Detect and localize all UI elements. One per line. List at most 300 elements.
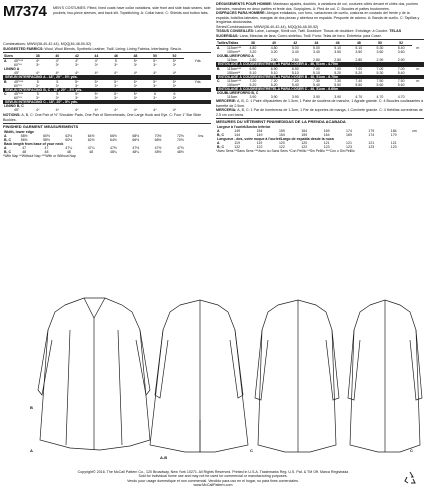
- section-bar: ENTOILAGE À COUDRE/ENTRETELA PARA COSER A - 46, 51cm - 4.70m: [216, 62, 424, 66]
- table-cell: 7.00: [376, 66, 384, 71]
- table-cell: 47½: [110, 146, 117, 151]
- view-label-b: B: [30, 405, 33, 410]
- table-cell: 60"**: [14, 83, 22, 88]
- table-header-cell: 44: [306, 41, 327, 46]
- table-cell: 4⁸: [172, 71, 177, 76]
- table-cell: 4⁸: [114, 71, 118, 76]
- es-notions-title: MERCERÍA:: [216, 108, 237, 113]
- table-cell: 2.80: [334, 58, 342, 63]
- table-cell: 7.30: [334, 78, 342, 83]
- table-cell: 7.20: [270, 78, 278, 83]
- table-cell: 3.90: [291, 95, 299, 100]
- table-cell: 5.00: [291, 46, 299, 51]
- table-cell: 164: [323, 133, 330, 138]
- table-cell: 7.40: [355, 78, 363, 83]
- table-cell: m: [416, 66, 420, 71]
- table-cell: 3⁶: [153, 63, 157, 68]
- table-cell: 45"***: [14, 91, 24, 96]
- table-cell: 47: [22, 146, 27, 151]
- table-cell: 48½: [176, 150, 184, 155]
- table-cell: 3.60: [397, 50, 405, 55]
- table-cell: 169: [323, 129, 330, 133]
- section-bar: ENTOILAGE À COUDRE/ENTRETELA PARA COSER C - 46, 51cm - 6.60m: [216, 87, 424, 91]
- fabrics-title: SUGGESTED FABRICS:: [3, 46, 44, 51]
- table-cell: 5.10: [249, 70, 257, 75]
- pattern-number: M7374: [3, 3, 47, 20]
- table-cell: 122: [234, 145, 241, 150]
- table-cell: 174: [346, 129, 352, 133]
- table-cell: 48¼: [132, 150, 140, 155]
- table-cell: 4.70: [355, 95, 363, 100]
- table-cell: 4⁸: [75, 71, 79, 76]
- table-cell: 4⁷: [75, 59, 79, 64]
- table-cell: 70½: [154, 134, 162, 138]
- table-cell: 7.50: [376, 78, 384, 83]
- sublabel: LINING A: [4, 67, 20, 72]
- table-cell: 179: [368, 129, 375, 133]
- table-cell: 7.20: [249, 78, 257, 83]
- table-cell: 47: [44, 146, 49, 151]
- coat-front-drawing: [38, 298, 150, 450]
- view-label-c-left: C: [250, 448, 253, 453]
- table-cell: 48: [66, 150, 71, 155]
- table-cell: 5.40: [313, 82, 320, 87]
- table-cell: 5⁴: [114, 91, 118, 96]
- table-cell: 3⁴: [133, 83, 138, 88]
- table-cell: 64½: [87, 134, 95, 138]
- fr-notions-title: MERCERIE:: [216, 99, 237, 104]
- table-cell: 4⁸: [133, 71, 138, 76]
- table-cell: 58½: [20, 134, 28, 138]
- table-cell: 115cm: [227, 95, 238, 100]
- table-cell: 5.30: [376, 46, 384, 51]
- table-cell: 3⁶: [172, 63, 177, 68]
- table-cell: 5⁴: [133, 91, 138, 96]
- table-cell: 7.00: [355, 66, 363, 71]
- es-description: [216, 11, 424, 25]
- table-cell: 5: [36, 91, 39, 96]
- table-cell: B: [4, 79, 7, 84]
- table-cell: 6: [173, 91, 176, 96]
- table-cell: 122: [301, 145, 308, 150]
- table-cell: 72½: [176, 134, 184, 138]
- fr-notions: [216, 99, 424, 108]
- table-cell: 3.40: [313, 50, 320, 55]
- table-cell: 4⁶: [36, 59, 40, 64]
- table-cell: 123: [346, 145, 352, 150]
- divider: [216, 39, 424, 40]
- table-header-cell: 42: [67, 54, 87, 59]
- sublabel: Largeur à l'ourlet/Ancho inferior: [217, 124, 271, 129]
- table-cell: B, C: [4, 150, 11, 155]
- section-bar: SEW-IN INTERFACING A - 18", 20" - 5½ yds.: [3, 75, 211, 79]
- view-label-a: A: [30, 448, 33, 453]
- table-cell: 45"***: [14, 59, 24, 64]
- nap-note: *Avec Sens **Sans Sens ***Avec ou Sans Sens *Con Pelillo **Sin Pelillo ***Con o Sin Pelillo: [216, 149, 355, 154]
- table-cell: 4⁸: [55, 71, 60, 76]
- table-cell: 3⁴: [94, 95, 99, 100]
- table-cell: 149: [256, 133, 263, 138]
- sublabel: Width, lower edge: [4, 129, 34, 134]
- table-cell: 4⁴: [114, 108, 118, 113]
- fr-fabrics-text: Laine, Lainage, Simili cuir, Twill. Doublure: Tissus de doublure. Entoilage: à Coudre.: [255, 29, 389, 33]
- fr-fabrics-title: TISSUS CONSEILLÉS:: [216, 29, 255, 33]
- table-cell: 48¼: [110, 150, 117, 155]
- table-cell: 5.40: [397, 46, 405, 51]
- table-cell: 150cm**: [227, 50, 241, 55]
- table-cell: 5⁴: [114, 79, 118, 84]
- table-cell: B, C: [4, 138, 11, 143]
- table-cell: 3.50: [355, 50, 363, 55]
- description-intro: MEN'S COSTUMES: Fitted, lined coats have collar variations, side front and side back seams, side pockets, two-piece sleeves, and back slit. Topstitching. A: Collar band. C: Shields and button tabs.: [53, 6, 211, 15]
- table-cell: m: [416, 45, 420, 50]
- table-cell: 115cm***: [227, 46, 242, 51]
- table-cell: 120: [301, 141, 308, 146]
- sublabel: Back length from base of your neck: [4, 142, 64, 147]
- table-cell: 5⁴: [133, 79, 138, 84]
- table-cell: 123: [323, 145, 330, 150]
- fr-title: DÉGUISEMENTS POUR HOMME:: [216, 2, 273, 6]
- table-cell: 159: [278, 129, 285, 133]
- table-cell: 58½: [43, 138, 50, 143]
- table-cell: 6.90: [291, 66, 299, 71]
- table-header-cell: 50: [145, 54, 165, 59]
- table-cell: A: [4, 59, 7, 64]
- table-cell: 123: [368, 145, 375, 150]
- table-cell: 4⁷: [94, 59, 98, 64]
- table-cell: 3.90: [249, 95, 257, 100]
- fr-fabrics: [216, 29, 424, 38]
- table-cell: 115cm***: [227, 66, 242, 71]
- table-cell: Ins.: [198, 134, 205, 138]
- table-cell: Yds: [194, 58, 201, 63]
- table-cell: 123: [390, 145, 397, 150]
- table-cell: 4⁴: [172, 108, 177, 113]
- fabrics-block: [3, 47, 211, 52]
- divider: [3, 52, 211, 53]
- table-cell: 3⁴: [94, 83, 99, 88]
- table-cell: 5.40: [291, 82, 299, 87]
- notions-block: [3, 113, 211, 122]
- table-cell: 144: [234, 133, 241, 138]
- table-cell: 47½: [154, 146, 162, 151]
- table-cell: 5.40: [397, 70, 405, 75]
- table-cell: 5.20: [270, 82, 278, 87]
- es-notions: [216, 108, 424, 117]
- es-notions-text: A, B, C: 1 Par de hombreras de 1.3cm, 1 Par de soportes de manga, 1 Corchete grande. C: 4 Hebillas correderas de 2.5 cm con barra.: [216, 108, 423, 117]
- table-cell: 7.00: [334, 66, 342, 71]
- notions-title: NOTIONS:: [3, 113, 21, 118]
- table-header-cell: 52: [391, 41, 412, 46]
- table-cell: 5.20: [355, 70, 363, 75]
- table-cell: 3⁶: [55, 63, 59, 68]
- table-header-cell: 48: [126, 54, 146, 59]
- table-cell: 122: [278, 145, 285, 150]
- recycle-icon: [402, 470, 418, 486]
- fr-notions-text: A, B, C: 1 Paire d'épaulettes de 1.3cm, 1 Paire de soutiens de manche, 1 Agrafe grande. C: 4 Boucles coulissantes à barrette de 2.5cm.: [216, 99, 424, 108]
- table-cell: 184: [390, 129, 397, 133]
- table-cell: 3⁴: [55, 95, 60, 100]
- table-cell: 154: [256, 129, 263, 133]
- table-cell: 4⁴: [55, 108, 60, 113]
- es-text: Abrigos entallados, con forro, variaciones de cuello, costuras en costado del frente y de la espalda, bolsillos laterales, mangas de dos piezas y abertura en espalda. Pespunte de adorno. A: Banda de cuello. C: Tapillas y lengüetas abotonadas.: [216, 11, 420, 24]
- table-cell: 4⁸: [153, 71, 157, 76]
- table-cell: 3⁴: [153, 95, 157, 100]
- french-spanish-column: [216, 2, 424, 154]
- table-cell: 119: [256, 141, 263, 146]
- table-cell: m: [416, 78, 420, 83]
- table-cell: 3.20: [270, 50, 278, 55]
- table-cell: 3.90: [313, 95, 320, 100]
- table-cell: 64½: [110, 138, 117, 143]
- table-cell: 45": [14, 108, 20, 113]
- table-cell: 5⁴: [94, 91, 99, 96]
- fabrics-text: Wool, Wool Blends, Synthetic Leather, Twill. Lining: Lining Fabrics. Interfacing: Sew-in.: [44, 46, 183, 51]
- table-cell: 4⁴: [94, 108, 99, 113]
- table-cell: 48: [22, 150, 27, 155]
- table-cell: 154: [278, 133, 285, 138]
- table-cell: 119: [234, 141, 240, 146]
- table-cell: 6: [153, 91, 156, 96]
- sublabel: LINING B, C: [4, 104, 24, 109]
- table-header-cell: 48: [348, 41, 369, 46]
- usage-line-en: Sold for individual home use and may not be used for commercial or manufacturing purposes.: [138, 474, 288, 479]
- table-cell: 45"***: [14, 79, 24, 84]
- table-cell: 3.60: [376, 50, 384, 55]
- table-cell: 68½: [132, 134, 140, 138]
- measurements-title: MESURES DU VÊTEMENT FINI/MEDIDAS DE LA PRENDA ACABADA: [216, 119, 346, 125]
- table-cell: 120: [278, 141, 285, 146]
- table-cell: 121: [390, 141, 397, 146]
- es-title: DISFRACES PARA HOMBRE:: [216, 11, 266, 15]
- table-cell: 7.30: [313, 78, 320, 83]
- table-cell: 5.20: [334, 70, 342, 75]
- table-cell: 122: [256, 145, 263, 150]
- table-cell: A: [4, 146, 7, 151]
- table-cell: 3⁴: [36, 83, 40, 88]
- table-cell: 7.50: [397, 78, 405, 83]
- table-cell: 5⁶: [172, 59, 177, 64]
- sublabel: DOUBLURE/FORRO B, C: [217, 91, 259, 96]
- view-label-ab: A-B: [160, 455, 168, 460]
- section-bar: SEW-IN INTERFACING B, C - 18", 20" - 5½ yds.: [3, 88, 211, 92]
- view-label-c-right: C: [410, 448, 413, 453]
- coat-c-drawing: [348, 300, 422, 452]
- table-cell: 2.90: [397, 58, 405, 63]
- table-cell: 5.10: [355, 46, 363, 51]
- table-cell: 3⁶: [75, 63, 79, 68]
- table-cell: 2.80: [313, 58, 320, 63]
- table-cell: 56½: [20, 138, 28, 143]
- combinations-text: Séries/Combinaciones: MWW(38-40-42-44), MQQ(46-48-50-52): [216, 24, 319, 29]
- table-header-cell: 46: [327, 41, 348, 46]
- table-cell: A: [217, 141, 220, 146]
- table-cell: 3⁶: [36, 63, 40, 68]
- table-cell: 6.90: [270, 66, 278, 71]
- table-cell: 5: [56, 91, 59, 96]
- table-cell: 5.00: [313, 46, 320, 51]
- table-header-cell: 38: [242, 41, 263, 46]
- table-cell: 60½: [43, 134, 50, 138]
- table-cell: 47¼: [87, 146, 95, 151]
- table-row: [3, 108, 211, 112]
- table-header-cell: 44: [87, 54, 107, 59]
- table-cell: 3⁴: [36, 95, 40, 100]
- table-cell: 5: [56, 79, 59, 84]
- fr-text: Manteaux ajustés, doublés, à variations de col, coutures côtés devant et côtés dos, poches latérales, manches en deux parties et fente dos. Surpiqûres. A: Pied de col. C: Boucles et pattes boutonnées.: [216, 2, 418, 11]
- table-cell: 3⁴: [133, 95, 138, 100]
- table-cell: 174: [368, 133, 375, 138]
- table-cell: A: [4, 134, 7, 138]
- table-cell: [184, 108, 211, 112]
- table-cell: 150cm**: [227, 70, 241, 75]
- table-cell: 47½: [132, 146, 140, 151]
- table-cell: 3⁴: [172, 83, 177, 88]
- table-cell: B, C: [217, 133, 224, 138]
- table-cell: 121: [368, 141, 375, 146]
- copyright-line: Copyright© 2016, The McCall Pattern Co., 120 Broadway, New York 10271. All Rights Reserved. Printed in U.S.A. Trademarks Reg. U.S. Pat. & TM Off. Marca Registrada: [77, 470, 349, 474]
- metric-measurements-table: [216, 125, 424, 150]
- table-cell: 48: [89, 150, 94, 155]
- copyright-footer: [3, 470, 423, 488]
- table-cell: 5.10: [334, 46, 342, 51]
- table-cell: 62½: [87, 138, 95, 143]
- table-cell: 3.20: [249, 50, 257, 55]
- table-cell: 3⁴: [153, 83, 157, 88]
- table-header-cell: Tailles/Tallas: [216, 41, 242, 46]
- table-cell: 4.80: [270, 46, 278, 51]
- notions-text: A, B, C: One Pair of ½" Shoulder Pads, One Pair of Sleeveheads, One Large Hook and Eye. C: Four 1" Bar Slide Buckles.: [3, 113, 202, 122]
- table-cell: 3.90: [334, 95, 342, 100]
- es-fabrics-text: Lana, Mezclas de lana, Cuero sintético, Twill. Forro: Telas de forro. Entretela: para Coser.: [239, 33, 382, 38]
- table-cell: 66½: [132, 138, 140, 143]
- table-header-cell: 38: [28, 54, 48, 59]
- table-cell: 5⁴: [75, 79, 79, 84]
- coat-variation-drawing: [255, 300, 339, 452]
- table-cell: 60½: [65, 138, 73, 143]
- table-cell: 5⁴: [133, 59, 138, 64]
- table-cell: 7.00: [313, 66, 320, 71]
- table-cell: 164: [301, 129, 308, 133]
- table-cell: 3⁴: [75, 95, 79, 100]
- table-cell: 6.90: [249, 66, 257, 71]
- table-cell: C: [4, 91, 7, 96]
- table-cell: 3.40: [291, 50, 299, 55]
- table-header-cell: 40: [48, 54, 68, 59]
- table-cell: 121: [323, 141, 330, 146]
- table-cell: 179: [390, 133, 397, 138]
- table-cell: 159: [301, 133, 308, 138]
- table-cell: 7.20: [291, 78, 299, 83]
- table-cell: 2.80: [270, 58, 278, 63]
- table-cell: 4.70: [376, 95, 384, 100]
- website-url: www.McCallPattern.com: [193, 483, 233, 488]
- table-cell: 3⁴: [114, 95, 118, 100]
- table-cell: 3⁶: [133, 63, 138, 68]
- usage-line-fr-es: Vendu pour usage domestique et non commercial. Vendido para uso en el hogar, no para fines comerciales.: [127, 478, 299, 483]
- english-column: [3, 2, 211, 159]
- table-cell: 5⁶: [153, 79, 157, 84]
- table-cell: 5⁴: [94, 79, 99, 84]
- combinations-text: Combinations: MWW(38-40-42-44), MQQ(46-48-50-52): [3, 42, 92, 46]
- table-cell: 2.80: [355, 58, 363, 63]
- table-cell: 2.90: [376, 58, 384, 63]
- table-cell: 121: [346, 141, 352, 146]
- table-header-cell: 46: [106, 54, 126, 59]
- table-cell: [3, 108, 13, 112]
- table-cell: 62½: [65, 134, 73, 138]
- table-cell: 66½: [110, 134, 117, 138]
- table-cell: B, C: [217, 145, 224, 150]
- table-cell: 5.10: [313, 70, 320, 75]
- yardage-table: [3, 54, 211, 112]
- table-cell: 150cm**: [227, 82, 241, 87]
- table-cell: 3⁴: [75, 83, 79, 88]
- table-cell: 45": [14, 71, 20, 76]
- table-cell: 3⁴: [172, 95, 177, 100]
- es-fabrics-title: TELAS SUGERIDAS:: [216, 29, 402, 38]
- table-cell: 47½: [176, 146, 184, 151]
- table-cell: 4⁸: [36, 71, 40, 76]
- table-cell: 115cm: [227, 58, 238, 63]
- table-cell: 5: [36, 79, 39, 84]
- table-cell: 60"**: [14, 63, 22, 68]
- table-cell: 4⁷: [55, 59, 59, 64]
- coat-back-drawing: [150, 300, 248, 452]
- table-cell: 3⁴: [114, 83, 118, 88]
- table-cell: 169: [346, 133, 352, 138]
- table-cell: 68½: [154, 138, 162, 143]
- table-cell: 3⁶: [94, 63, 99, 68]
- table-cell: 5⁶: [172, 79, 177, 84]
- sublabel: DOUBLURE/FORRO A: [217, 54, 254, 59]
- table-header-cell: 40: [264, 41, 285, 46]
- table-cell: 4⁴: [75, 108, 79, 113]
- table-cell: 5⁴: [153, 59, 157, 64]
- table-cell: 48: [44, 150, 49, 155]
- table-cell: 5.50: [334, 82, 342, 87]
- table-cell: 3⁴: [55, 83, 60, 88]
- table-cell: 4.80: [249, 46, 257, 51]
- nap-note: *With Nap **Without Nap ***With or Without Nap: [3, 154, 76, 159]
- table-cell: 70½: [176, 138, 184, 143]
- table-header-cell: 42: [285, 41, 306, 46]
- metric-yardage-table: [216, 41, 424, 99]
- table-cell: 47¼: [65, 146, 73, 151]
- table-cell: 4⁴: [153, 108, 157, 113]
- table-cell: 5⁴: [75, 91, 79, 96]
- table-cell: 2.80: [249, 58, 257, 63]
- table-cell: 5: [114, 59, 117, 64]
- table-cell: 5.60: [376, 82, 384, 87]
- table-cell: 5.20: [249, 82, 257, 87]
- table-cell: 3.50: [334, 50, 342, 55]
- table-cell: 5.30: [376, 70, 384, 75]
- table-cell: 3⁶: [114, 63, 118, 68]
- table-cell: B: [217, 66, 220, 71]
- table-cell: 4⁸: [94, 71, 99, 76]
- sublabel: Longueur - dos, votre nuque à l'ourlet/Largo de espalda desde la nuca: [217, 137, 334, 142]
- section-bar: SEW-IN INTERFACING C - 18", 20" - 5½ yds.: [3, 100, 211, 104]
- table-header-cell: 52: [165, 54, 185, 59]
- table-cell: 5.10: [291, 70, 299, 75]
- table-cell: 4⁴: [133, 108, 138, 113]
- table-cell: 48½: [154, 150, 162, 155]
- table-cell: 7.00: [397, 66, 405, 71]
- measurements-table: [3, 130, 211, 155]
- table-cell: 149: [234, 129, 241, 133]
- table-cell: A: [217, 129, 220, 133]
